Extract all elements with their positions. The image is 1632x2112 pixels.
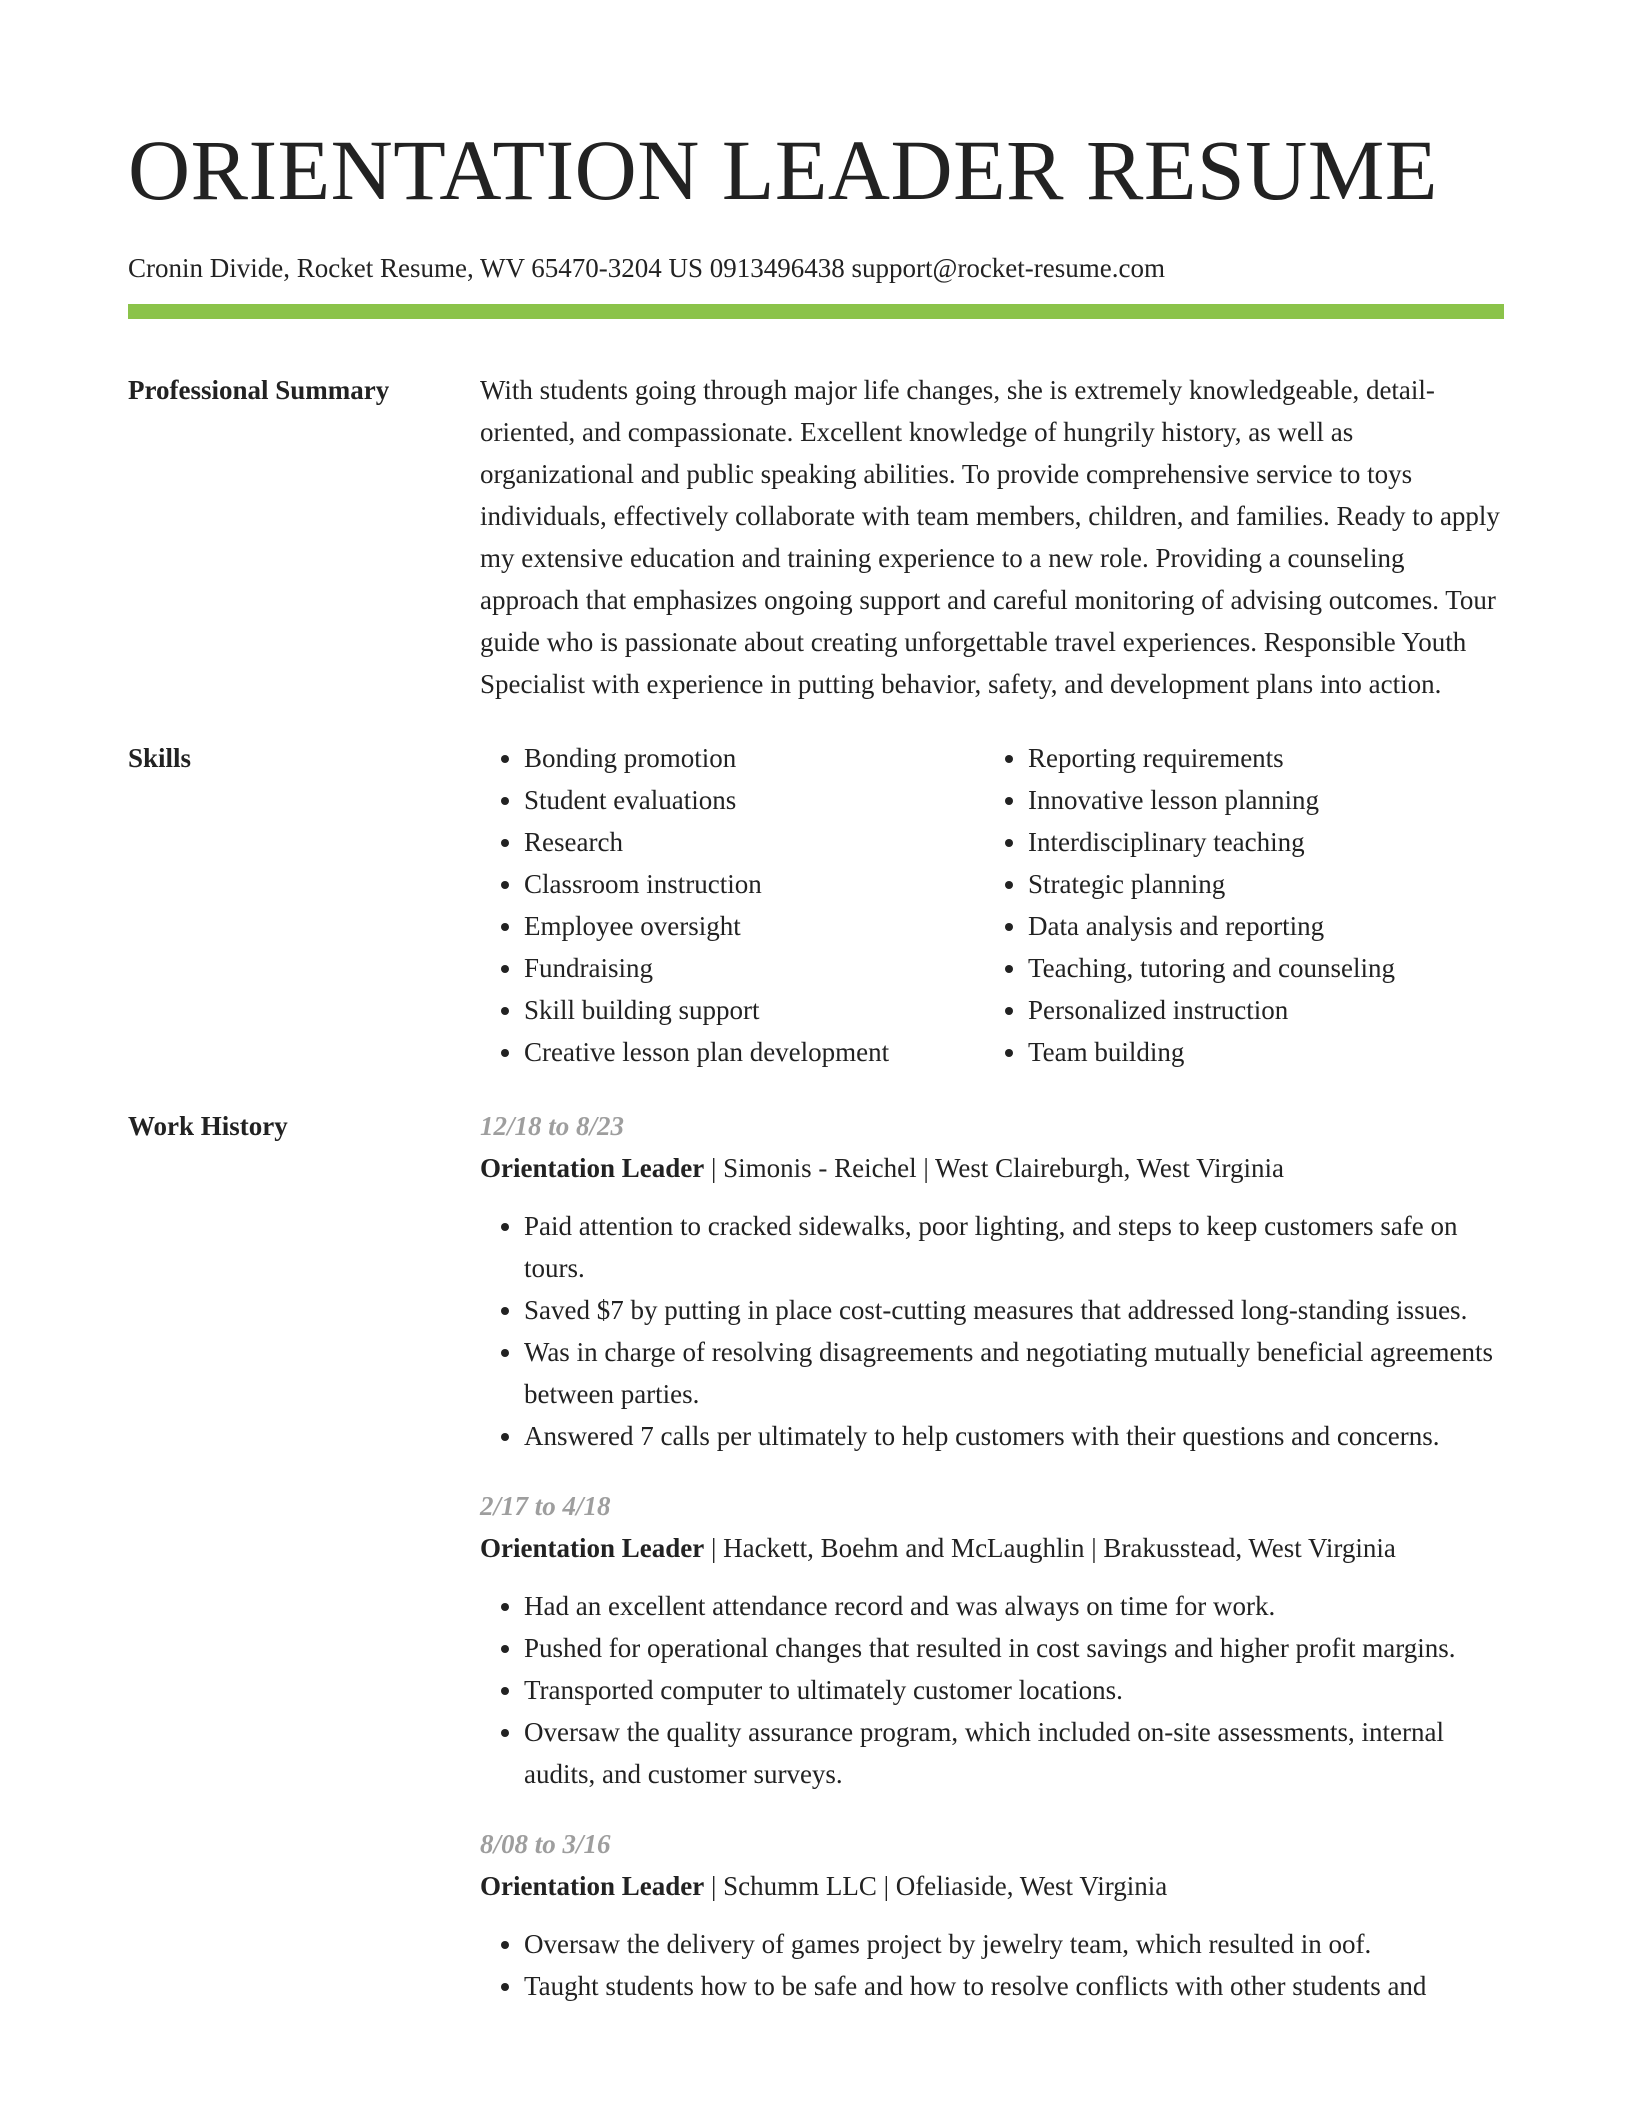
job-bullet: • Taught students how to be safe and how to resolve conflicts with other students and (524, 1965, 1504, 2007)
job-title: Orientation Leader (480, 1533, 705, 1563)
job-details: | Simonis - Reichel | West Claireburgh, West Virginia (704, 1153, 1285, 1183)
skill-item: • Bonding promotion (524, 737, 984, 779)
work-history-body (480, 1105, 1504, 2035)
job-bullet: • Pushed for operational changes that resulted in cost savings and higher profit margins. (524, 1627, 1504, 1669)
contact-phone: 0913496438 (709, 253, 845, 283)
job-bullet: • Transported computer to ultimately customer locations. (524, 1669, 1504, 1711)
contact-email: support@rocket-resume.com (851, 253, 1165, 283)
job-heading (480, 1147, 1504, 1189)
skills-list-left (480, 737, 984, 1073)
professional-summary-section (128, 369, 1504, 705)
section-label-skills: Skills (128, 743, 192, 773)
job-date: 2/17 to 4/18 (480, 1491, 611, 1521)
skill-item: • Fundraising (524, 947, 984, 989)
job-bullets (480, 1585, 1504, 1795)
job-title: Orientation Leader (480, 1153, 705, 1183)
contact-address: Cronin Divide, Rocket Resume, WV 65470-3204 US (128, 253, 703, 283)
job-title: Orientation Leader (480, 1871, 705, 1901)
skills-columns (480, 737, 1504, 1073)
job-details: | Schumm LLC | Ofeliaside, West Virginia (704, 1871, 1168, 1901)
skill-item: • Data analysis and reporting (1028, 905, 1488, 947)
job-entry (480, 1105, 1504, 1457)
skill-item: • Teaching, tutoring and counseling (1028, 947, 1488, 989)
job-heading (480, 1865, 1504, 1907)
job-bullet: • Oversaw the quality assurance program, which included on-site assessments, internal audits, and customer surveys. (524, 1711, 1504, 1795)
skills-section (128, 737, 1504, 1073)
job-details: | Hackett, Boehm and McLaughlin | Brakusstead, West Virginia (704, 1533, 1396, 1563)
skill-item: • Innovative lesson planning (1028, 779, 1488, 821)
contact-line (128, 250, 1504, 286)
skill-item: • Reporting requirements (1028, 737, 1488, 779)
skill-item: • Skill building support (524, 989, 984, 1031)
job-bullet: • Saved $7 by putting in place cost-cutting measures that addressed long-standing issues. (524, 1289, 1504, 1331)
section-label-summary: Professional Summary (128, 375, 390, 405)
skills-list-right (984, 737, 1488, 1073)
resume-page (128, 0, 1504, 2035)
summary-text: With students going through major life changes, she is extremely knowledgeable, detail-oriented, and compassionate. Excellent knowledge of hungrily history, as well as organizational and public speaking abilities. To provide comprehensive service to toys individuals, effectively collaborate with team members, children, and families. Ready to apply my extensive education and training experience to a new role. Providing a counseling approach that emphasizes ongoing support and careful monitoring of advising outcomes. Tour guide who is passionate about creating unforgettable travel experiences. Responsible Youth Specialist with experience in putting behavior, safety, and development plans into action. (480, 375, 1500, 699)
skill-item: • Personalized instruction (1028, 989, 1488, 1031)
job-bullet: • Had an excellent attendance record and was always on time for work. (524, 1585, 1504, 1627)
skills-body (480, 737, 1504, 1073)
skill-item: • Research (524, 821, 984, 863)
skill-item: • Employee oversight (524, 905, 984, 947)
skill-item: • Student evaluations (524, 779, 984, 821)
job-bullets (480, 1923, 1504, 2007)
job-bullet: • Paid attention to cracked sidewalks, poor lighting, and steps to keep customers safe on tours. (524, 1205, 1504, 1289)
job-heading (480, 1527, 1504, 1569)
skill-item: • Strategic planning (1028, 863, 1488, 905)
job-entry (480, 1485, 1504, 1795)
job-bullets (480, 1205, 1504, 1457)
job-date: 12/18 to 8/23 (480, 1111, 625, 1141)
skill-item: • Creative lesson plan development (524, 1031, 984, 1073)
resume-title: ORIENTATION LEADER RESUME (128, 122, 1438, 218)
work-history-section (128, 1105, 1504, 2035)
skill-item: • Classroom instruction (524, 863, 984, 905)
job-date: 8/08 to 3/16 (480, 1829, 611, 1859)
skill-item: • Team building (1028, 1031, 1488, 1073)
job-bullet: • Was in charge of resolving disagreements and negotiating mutually beneficial agreements between parties. (524, 1331, 1504, 1415)
skill-item: • Interdisciplinary teaching (1028, 821, 1488, 863)
accent-rule (128, 304, 1504, 319)
section-label-work: Work History (128, 1111, 288, 1141)
job-bullet: • Answered 7 calls per ultimately to help customers with their questions and concerns. (524, 1415, 1504, 1457)
job-bullet: • Oversaw the delivery of games project by jewelry team, which resulted in oof. (524, 1923, 1504, 1965)
job-entry (480, 1823, 1504, 2007)
